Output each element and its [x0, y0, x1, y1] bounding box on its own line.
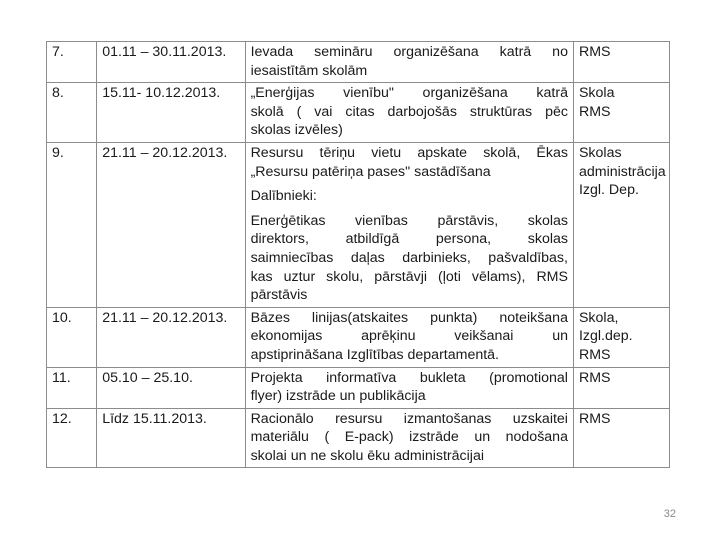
table-row	[47, 83, 670, 143]
row-number: 8.	[47, 83, 97, 143]
task-line: kas uztur skolu, pārstāvji (ļoti vēlams), RMS	[250, 268, 568, 285]
task-paragraph	[251, 84, 568, 140]
row-responsible	[573, 307, 669, 367]
task-line: Dalībnieki:	[250, 188, 317, 205]
table-row	[47, 408, 670, 468]
schedule-table	[46, 41, 670, 468]
task-paragraph	[251, 212, 568, 305]
row-responsible	[573, 142, 669, 307]
row-dates: 05.10 – 25.10.	[97, 367, 245, 408]
task-line: skolai un ne skolu ēku administrācijai	[250, 447, 484, 464]
row-responsible	[573, 83, 669, 143]
task-line: apstiprināšana Izglītības departamentā.	[250, 346, 499, 363]
row-dates: Līdz 15.11.2013.	[97, 408, 245, 468]
task-paragraph	[251, 187, 568, 206]
task-line: materiālu ( E-pack) izstrāde un nodošana	[250, 429, 568, 446]
task-line: Resursu tēriņu vietu apskate skolā, Ēkas	[250, 144, 568, 161]
schedule-table-body	[47, 42, 670, 468]
task-line: „Enerģijas vienību" organizēšana katrā	[250, 85, 568, 102]
task-line: „Resursu patēriņa pases" sastādīšana	[250, 163, 491, 180]
row-dates: 21.11 – 20.12.2013.	[97, 307, 245, 367]
responsible-line: Izgl. Dep.	[578, 182, 639, 199]
responsible-line: Skola	[578, 85, 615, 102]
responsible-line: RMS	[578, 369, 611, 386]
responsible-line: RMS	[578, 44, 611, 60]
responsible-line: Skolas	[578, 144, 622, 161]
task-line: Ievada semināru organizēšana katrā no	[250, 44, 568, 60]
row-number: 11.	[47, 367, 97, 408]
row-task	[245, 42, 573, 83]
task-paragraph	[251, 43, 568, 80]
row-number: 7.	[47, 42, 97, 83]
row-responsible	[573, 42, 669, 83]
task-line: pārstāvis	[250, 287, 308, 304]
task-line: ekonomijas aprēķinu veikšanai un	[250, 328, 568, 345]
table-row	[47, 367, 670, 408]
row-dates: 21.11 – 20.12.2013.	[97, 142, 245, 307]
task-line: iesaistītām skolām	[250, 62, 368, 79]
row-dates: 01.11 – 30.11.2013.	[97, 42, 245, 83]
row-task	[245, 367, 573, 408]
responsible-line: Skola,	[578, 309, 619, 326]
row-task	[245, 83, 573, 143]
task-paragraph	[251, 410, 568, 466]
row-task	[245, 142, 573, 307]
table-row	[47, 42, 670, 83]
responsible-line: RMS	[578, 410, 611, 427]
task-line: Racionālo resursu izmantošanas uzskaitei	[250, 410, 568, 427]
responsible-line: RMS	[578, 103, 611, 120]
row-task	[245, 408, 573, 468]
task-paragraph	[251, 144, 568, 181]
task-line: direktors, atbildīgā persona, skolas	[250, 231, 568, 248]
responsible-line: RMS	[578, 346, 611, 363]
task-line: Bāzes linijas(atskaites punkta) noteikšana	[250, 309, 568, 326]
row-responsible	[573, 367, 669, 408]
row-responsible	[573, 408, 669, 468]
responsible-line: Izgl.dep.	[578, 328, 633, 345]
page-number: 32	[663, 508, 676, 520]
task-line: skolā ( vai citas darbojošās struktūras pēc	[250, 103, 568, 120]
table-row	[47, 307, 670, 367]
task-line: saimniecības daļas darbinieks, pašvaldības,	[250, 249, 568, 266]
row-dates: 15.11- 10.12.2013.	[97, 83, 245, 143]
task-line: skolas izvēles)	[250, 122, 343, 139]
task-paragraph	[251, 309, 568, 365]
row-number: 10.	[47, 307, 97, 367]
task-line: Projekta informatīva bukleta (promotional	[250, 369, 568, 386]
responsible-line: administrācija	[578, 163, 666, 180]
row-task	[245, 307, 573, 367]
row-number: 12.	[47, 408, 97, 468]
task-line: Enerģētikas vienības pārstāvis, skolas	[250, 212, 568, 229]
task-line: flyer) izstrāde un publikācija	[250, 388, 426, 405]
task-paragraph	[251, 369, 568, 406]
row-number: 9.	[47, 142, 97, 307]
table-row	[47, 142, 670, 307]
